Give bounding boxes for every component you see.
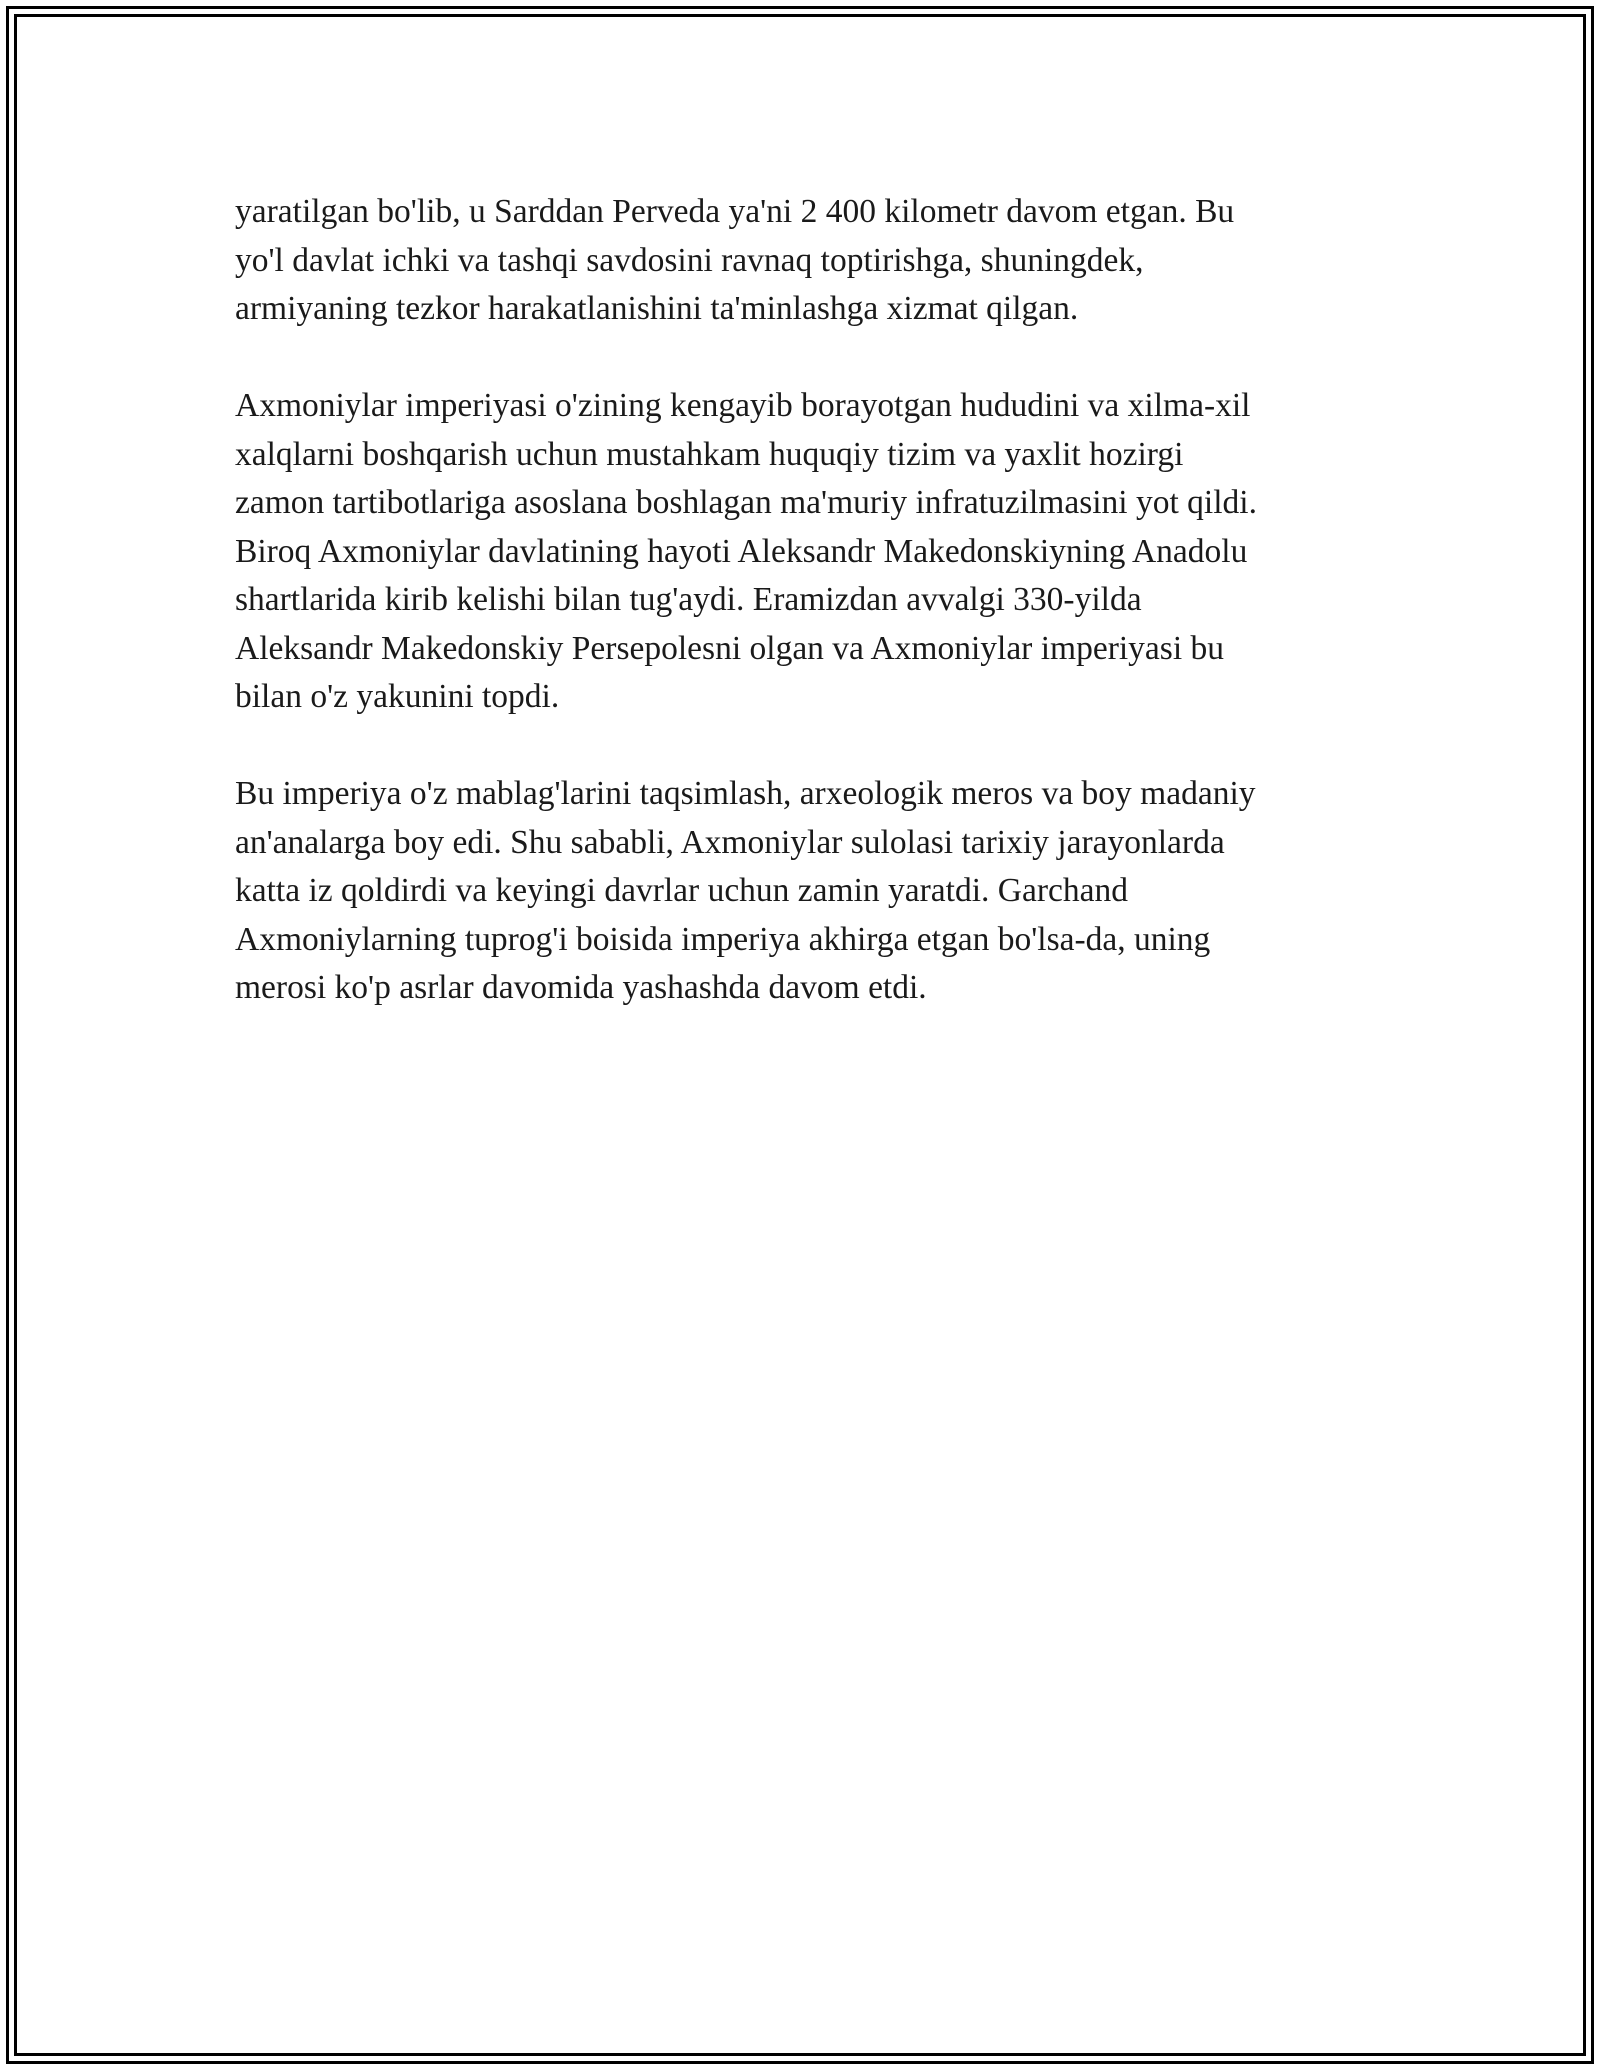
paragraph-1: yaratilgan bo'lib, u Sarddan Perveda ya'ni 2 400 kilometr davom etgan. Bu yo'l davlat ichki va tashqi savdosini ravnaq toptirishga, shuningdek, armiyaning tezkor harakatlanishini ta'minlashga xizmat qilgan. (235, 193, 1235, 327)
paragraph-3: Bu imperiya o'z mablag'larini taqsimlash, arxeologik meros va boy madaniy an'analarga boy edi. Shu sababli, Axmoniylar sulolasi tarixiy jarayonlarda katta iz qoldirdi va keyingi davrlar uchun zamin yaratdi. Garchand Axmoniylarning tuprog'i boisida imperiya akhirga etgan bo'lsa-da, uning merosi ko'p asrlar davomida yashashda davom etdi. (235, 775, 1256, 1006)
document-body (235, 188, 1365, 1061)
paragraph-2: Axmoniylar imperiyasi o'zining kengayib borayotgan hududini va xilma-xil xalqlarni boshqarish uchun mustahkam huquqiy tizim va yaxlit hozirgi zamon tartibotlariga asoslana boshlagan ma'muriy infratuzilmasini yot qildi. Biroq Axmoniylar davlatining hayoti Aleksandr Makedonskiyning Anadolu shartlarida kirib kelishi bilan tug'aydi. Eramizdan avvalgi 330-yilda Aleksandr Makedonskiy Persepolesni olgan va Axmoniylar imperiyasi bu bilan o'z yakunini topdi. (235, 387, 1257, 715)
